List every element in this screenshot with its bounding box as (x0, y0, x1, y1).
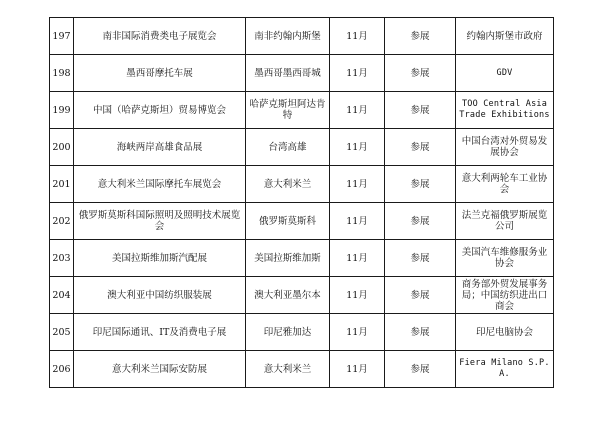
month-cell: 11月 (330, 203, 385, 240)
row-number-cell: 206 (50, 351, 74, 388)
exhibition-name-cell: 墨西哥摩托车展 (74, 55, 246, 92)
participation-type-cell: 参展 (385, 277, 456, 314)
exhibition-name-cell: 意大利米兰国际安防展 (74, 351, 246, 388)
location-cell: 南非约翰内斯堡 (246, 18, 330, 55)
organizer-cell: 印尼电脑协会 (456, 314, 554, 351)
row-number-cell: 204 (50, 277, 74, 314)
participation-type-cell: 参展 (385, 92, 456, 129)
participation-type-cell: 参展 (385, 166, 456, 203)
row-number-cell: 198 (50, 55, 74, 92)
month-cell: 11月 (330, 314, 385, 351)
exhibition-name-cell: 海峡两岸高雄食品展 (74, 129, 246, 166)
exhibition-name-cell: 印尼国际通讯、IT及消费电子展 (74, 314, 246, 351)
participation-type-cell: 参展 (385, 351, 456, 388)
exhibition-name-cell: 俄罗斯莫斯科国际照明及照明技术展览会 (74, 203, 246, 240)
table-row (50, 277, 554, 314)
row-number-cell: 201 (50, 166, 74, 203)
row-number-cell: 205 (50, 314, 74, 351)
location-cell: 哈萨克斯坦阿达肯特 (246, 92, 330, 129)
location-cell: 墨西哥墨西哥城 (246, 55, 330, 92)
organizer-cell: Fiera Milano S.P.A. (456, 351, 554, 388)
row-number-cell: 199 (50, 92, 74, 129)
table-row (50, 351, 554, 388)
row-number-cell: 197 (50, 18, 74, 55)
table-row (50, 166, 554, 203)
month-cell: 11月 (330, 277, 385, 314)
table-row (50, 240, 554, 277)
row-number-cell: 200 (50, 129, 74, 166)
organizer-cell: TOO Central Asia Trade Exhibitions (456, 92, 554, 129)
location-cell: 俄罗斯莫斯科 (246, 203, 330, 240)
location-cell: 印尼雅加达 (246, 314, 330, 351)
table-row (50, 55, 554, 92)
month-cell: 11月 (330, 18, 385, 55)
month-cell: 11月 (330, 129, 385, 166)
table-row (50, 129, 554, 166)
month-cell: 11月 (330, 166, 385, 203)
organizer-cell: 美国汽车维修服务业协会 (456, 240, 554, 277)
exhibition-name-cell: 意大利米兰国际摩托车展览会 (74, 166, 246, 203)
organizer-cell: GDV (456, 55, 554, 92)
organizer-cell: 中国台湾对外贸易发展协会 (456, 129, 554, 166)
month-cell: 11月 (330, 351, 385, 388)
exhibition-table (49, 17, 554, 388)
exhibition-name-cell: 南非国际消费类电子展览会 (74, 18, 246, 55)
month-cell: 11月 (330, 92, 385, 129)
table-row (50, 314, 554, 351)
location-cell: 美国拉斯维加斯 (246, 240, 330, 277)
location-cell: 台湾高雄 (246, 129, 330, 166)
participation-type-cell: 参展 (385, 18, 456, 55)
organizer-cell: 约翰内斯堡市政府 (456, 18, 554, 55)
location-cell: 意大利米兰 (246, 351, 330, 388)
organizer-cell: 商务部外贸发展事务局；中国纺织进出口商会 (456, 277, 554, 314)
table-row (50, 203, 554, 240)
table-row (50, 92, 554, 129)
participation-type-cell: 参展 (385, 314, 456, 351)
participation-type-cell: 参展 (385, 240, 456, 277)
organizer-cell: 法兰克福俄罗斯展览公司 (456, 203, 554, 240)
table-row (50, 18, 554, 55)
row-number-cell: 202 (50, 203, 74, 240)
exhibition-name-cell: 美国拉斯维加斯汽配展 (74, 240, 246, 277)
exhibition-name-cell: 中国（哈萨克斯坦）贸易博览会 (74, 92, 246, 129)
participation-type-cell: 参展 (385, 55, 456, 92)
organizer-cell: 意大利两轮车工业协会 (456, 166, 554, 203)
month-cell: 11月 (330, 55, 385, 92)
location-cell: 澳大利亚墨尔本 (246, 277, 330, 314)
participation-type-cell: 参展 (385, 129, 456, 166)
participation-type-cell: 参展 (385, 203, 456, 240)
month-cell: 11月 (330, 240, 385, 277)
row-number-cell: 203 (50, 240, 74, 277)
location-cell: 意大利米兰 (246, 166, 330, 203)
exhibition-table-body (50, 18, 554, 388)
exhibition-name-cell: 澳大利亚中国纺织服装展 (74, 277, 246, 314)
